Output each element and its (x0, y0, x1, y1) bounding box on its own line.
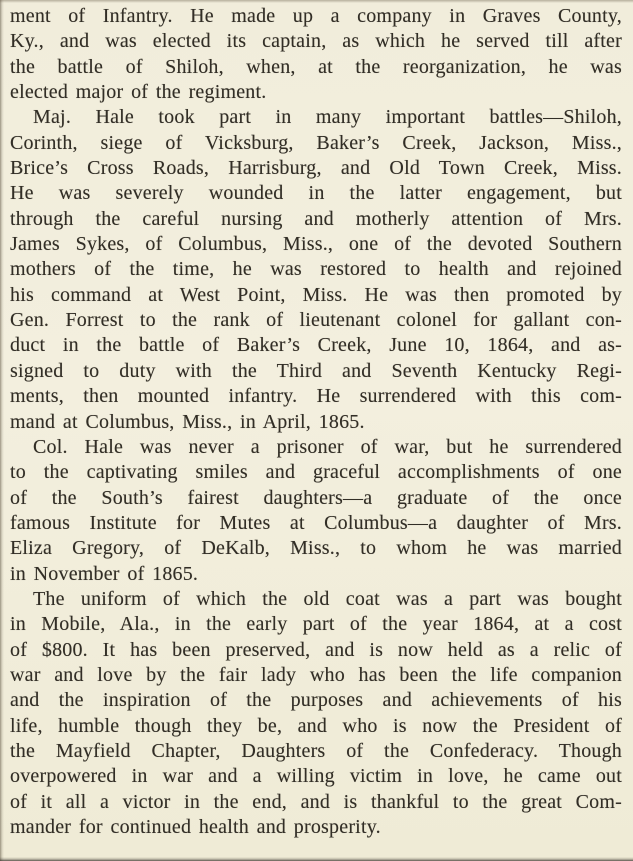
text-line: life, humble though they be, and who is now the President of (10, 714, 622, 737)
paragraph (10, 587, 622, 840)
paragraph (10, 435, 622, 587)
paragraph (10, 105, 622, 434)
text-line: mothers of the time, he was restored to health and rejoined (10, 258, 622, 281)
scan-edge-left (0, 0, 4, 861)
text-line: war and love by the fair lady who has been the life companion (10, 663, 622, 686)
text-line: overpowered in war and a willing victim in love, he came out (10, 765, 622, 788)
text-line: of $800. It has been preserved, and is now held as a relic of (10, 638, 622, 661)
scan-edge-bottom (0, 857, 633, 861)
text-line: in Mobile, Ala., in the early part of the year 1864, at a cost (10, 613, 622, 636)
text-line: of the South’s fairest daughters—a graduate of the once (10, 486, 622, 509)
text-line: ments, then mounted infantry. He surrendered with this com- (10, 385, 622, 408)
text-line: elected major of the regiment. (10, 81, 267, 104)
text-line: to the captivating smiles and graceful accomplishments of one (10, 461, 622, 484)
text-line: and the inspiration of the purposes and achievements of his (10, 689, 622, 712)
text-line: his command at West Point, Miss. He was then promoted by (10, 283, 622, 306)
text-line: mander for continued health and prosperity. (10, 816, 381, 838)
text-line: He was severely wounded in the latter engagement, but (10, 182, 622, 205)
scan-edge-top (0, 0, 633, 3)
text-line: in November of 1865. (10, 562, 199, 585)
text-line: duct in the battle of Baker’s Creek, June 10, 1864, and as- (10, 334, 622, 357)
text-line: ment of Infantry. He made up a company in Graves County, (10, 5, 622, 27)
page-text-block (10, 4, 622, 840)
text-line: the battle of Shiloh, when, at the reorganization, he was (10, 55, 622, 78)
text-line: Ky., and was elected its captain, as which he served till after (10, 30, 622, 53)
text-line: Eliza Gregory, of DeKalb, Miss., to whom he was married (10, 537, 622, 560)
text-line: signed to duty with the Third and Seventh Kentucky Regi- (10, 359, 622, 382)
text-line: Gen. Forrest to the rank of lieutenant colonel for gallant con- (10, 309, 622, 332)
paragraph (10, 4, 622, 105)
text-line: famous Institute for Mutes at Columbus—a daughter of Mrs. (10, 511, 622, 534)
text-line: Brice’s Cross Roads, Harrisburg, and Old Town Creek, Miss. (10, 157, 622, 180)
text-line: the Mayfield Chapter, Daughters of the Confederacy. Though (10, 739, 622, 762)
text-line: The uniform of which the old coat was a part was bought (33, 587, 622, 610)
text-line: Corinth, siege of Vicksburg, Baker’s Creek, Jackson, Miss., (10, 131, 622, 154)
text-line: through the careful nursing and motherly attention of Mrs. (10, 207, 622, 230)
text-line: Col. Hale was never a prisoner of war, but he surrendered (33, 435, 622, 458)
text-line: of it all a victor in the end, and is thankful to the great Com- (10, 790, 622, 813)
text-line: Maj. Hale took part in many important battles—Shiloh, (33, 106, 622, 129)
text-line: James Sykes, of Columbus, Miss., one of the devoted Southern (10, 233, 622, 256)
text-line: mand at Columbus, Miss., in April, 1865. (10, 410, 365, 433)
